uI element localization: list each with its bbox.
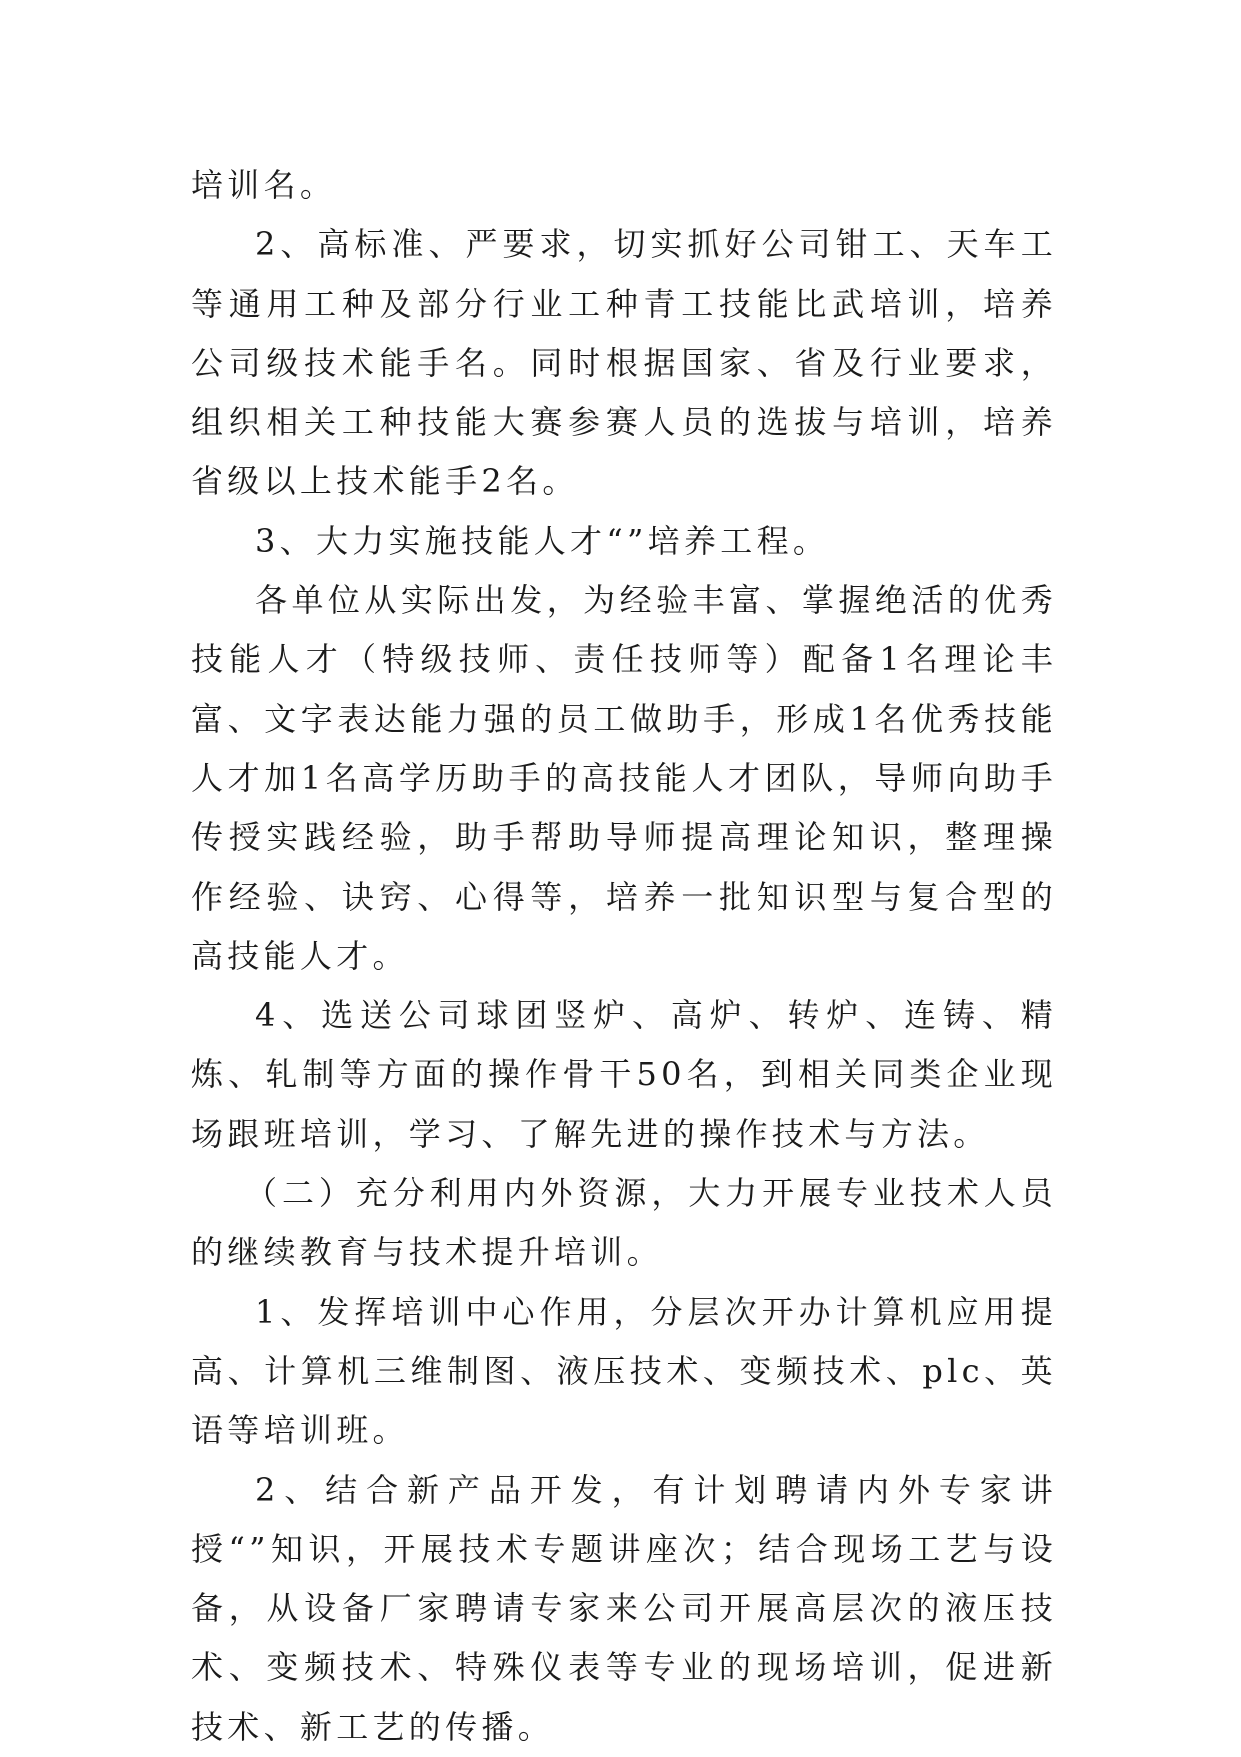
- paragraph-item-2-skills-competition: 2、高标准、严要求，切实抓好公司钳工、天车工等通用工种及部分行业工种青工技能比武培训，培养公司级技术能手名。同时根据国家、省及行业要求，组织相关工种技能大赛参赛人员的选拔与培训，培养省级以上技术能手2名。: [191, 225, 1057, 501]
- section-heading-continuing-education: （二）充分利用内外资源，大力开展专业技术人员的继续教育与技术提升培训。: [191, 1174, 1057, 1272]
- paragraph-item-2-expert-lectures: 2、结合新产品开发，有计划聘请内外专家讲授“”知识，开展技术专题讲座次；结合现场工艺与设备，从设备厂家聘请专家来公司开展高层次的液压技术、变频技术、特殊仪表等专业的现场培训，促进新技术、新工艺的传播。: [191, 1470, 1057, 1746]
- paragraph-item-1-training-center: 1、发挥培训中心作用，分层次开办计算机应用提高、计算机三维制图、液压技术、变频技术、plc、英语等培训班。: [191, 1292, 1057, 1450]
- document-body: [191, 156, 1057, 1757]
- paragraph-continuation: 培训名。: [191, 166, 337, 204]
- paragraph-item-3-talent-project: 3、大力实施技能人才“”培养工程。: [255, 521, 830, 560]
- paragraph-item-4-field-training: 4、选送公司球团竖炉、高炉、转炉、连铸、精炼、轧制等方面的操作骨干50名，到相关同类企业现场跟班培训，学习、了解先进的操作技术与方法。: [191, 996, 1057, 1153]
- paragraph-mentor-assistant: 各单位从实际出发，为经验丰富、掌握绝活的优秀技能人才（特级技师、责任技师等）配备1名理论丰富、文字表达能力强的员工做助手，形成1名优秀技能人才加1名高学历助手的高技能人才团队，导师向助手传授实践经验，助手帮助导师提高理论知识，整理操作经验、诀窍、心得等，培养一批知识型与复合型的高技能人才。: [191, 581, 1057, 975]
